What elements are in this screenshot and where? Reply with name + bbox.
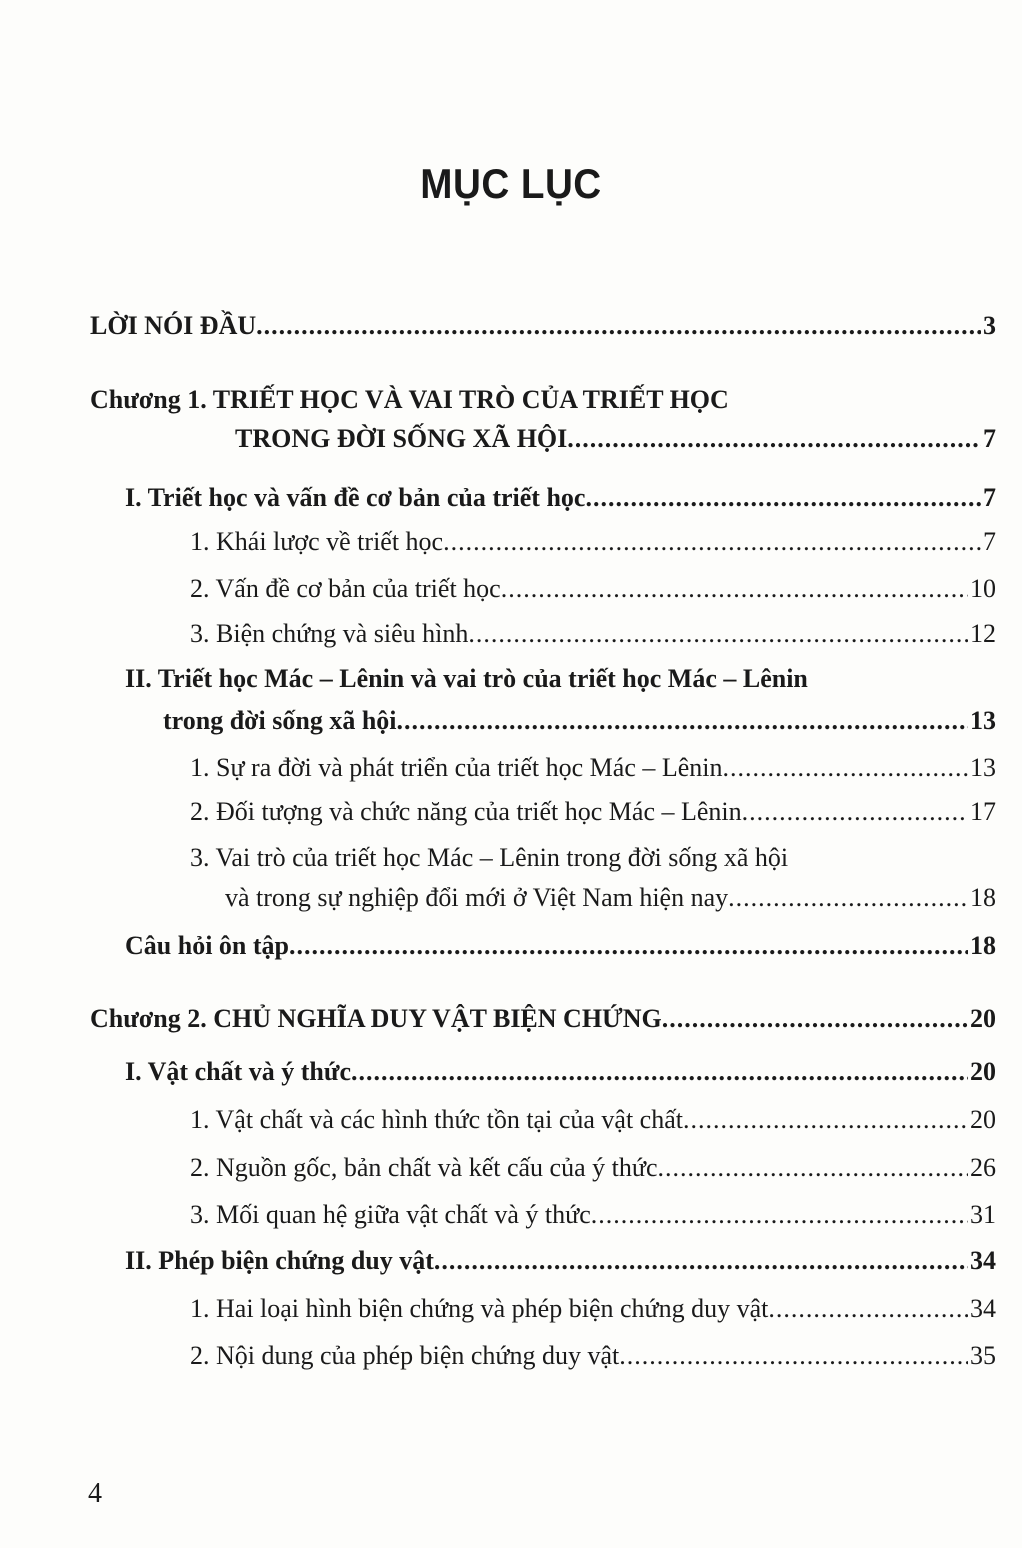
toc-entry-label: 1. Vật chất và các hình thức tồn tại của vật chất [190,1105,683,1134]
leader-dots [619,1340,968,1372]
toc-entry [190,1104,996,1136]
toc-entry-page: 18 [970,931,996,960]
toc-entry-page: 7 [983,483,996,512]
leader-dots [434,1245,968,1277]
toc-entry-label: 3. Mối quan hệ giữa vật chất và ý thức [190,1200,591,1229]
toc-entry-label: 3. Biện chứng và siêu hình [190,619,469,648]
leader-dots [657,1152,968,1184]
toc-entry [235,423,996,455]
leader-dots [728,882,968,914]
toc-entry [190,1199,996,1231]
toc-entry-page: 26 [970,1153,996,1182]
toc-entry-label: 2. Nguồn gốc, bản chất và kết cấu của ý thức [190,1153,658,1182]
section-heading: II. Triết học Mác – Lênin và vai trò của triết học Mác – Lênin [125,664,808,693]
toc-entry-label: Câu hỏi ôn tập [125,931,289,960]
toc-entry [125,1056,996,1088]
toc-entry-label: TRONG ĐỜI SỐNG XÃ HỘI [235,424,568,453]
toc-entry-page: 20 [970,1057,996,1086]
leader-dots [501,573,968,605]
leader-dots [585,482,981,514]
toc-entry [190,752,996,784]
toc-entry [190,573,996,605]
leader-dots [742,796,968,828]
toc-entry-label: 2. Nội dung của phép biện chứng duy vật [190,1341,620,1370]
toc-entry-label: trong đời sống xã hội [163,706,397,735]
toc-entry-page: 13 [970,753,996,782]
leader-dots [443,526,981,558]
toc-entry-page: 12 [970,619,996,648]
toc-entry [190,1293,996,1325]
toc-entry [125,482,996,514]
leader-dots [397,705,968,737]
toc-entry-label: 1. Sự ra đời và phát triển của triết học Mác – Lênin [190,753,723,782]
page-number: 4 [88,1478,102,1509]
chapter-heading: Chương 1. TRIẾT HỌC VÀ VAI TRÒ CỦA TRIẾT HỌC [90,385,729,414]
toc-entry [190,618,996,650]
toc-entry-page: 20 [970,1004,996,1033]
toc-entry-page: 31 [970,1200,996,1229]
leader-dots [351,1056,968,1088]
page-title: MỤC LỤC [420,160,602,207]
toc-entry [90,310,996,342]
leader-dots [468,618,968,650]
toc-entry-page: 10 [970,574,996,603]
leader-dots [567,423,981,455]
toc-entry-label: và trong sự nghiệp đổi mới ở Việt Nam hiện nay [225,883,729,912]
toc-entry-page: 20 [970,1105,996,1134]
leader-dots [591,1199,968,1231]
toc-entry-label: II. Phép biện chứng duy vật [125,1246,434,1275]
toc-entry-page: 18 [970,883,996,912]
toc-entry-label: I. Triết học và vấn đề cơ bản của triết học [125,483,586,512]
toc-entry-label: 3. Vai trò của triết học Mác – Lênin trong đời sống xã hội [190,843,789,872]
toc-entry [163,705,996,737]
toc-entry-page: 7 [983,424,996,453]
toc-entry [190,1152,996,1184]
leader-dots [662,1003,968,1035]
toc-entry-label: 1. Hai loại hình biện chứng và phép biện chứng duy vật [190,1294,769,1323]
toc-entry [125,1245,996,1277]
toc-entry [225,882,996,914]
toc-entry-page: 13 [970,706,996,735]
toc-entry-page: 34 [970,1246,996,1275]
toc-entry-label: I. Vật chất và ý thức [125,1057,352,1086]
toc-entry [125,930,996,962]
toc-entry-label: 1. Khái lược về triết học [190,527,444,556]
toc-entry [190,1340,996,1372]
leader-dots [256,310,981,342]
toc-entry-page: 35 [970,1341,996,1370]
toc-entry-label: Chương 2. CHỦ NGHĨA DUY VẬT BIỆN CHỨNG [90,1004,662,1033]
leader-dots [289,930,968,962]
toc-entry [90,1003,996,1035]
toc-entry-label: 2. Vấn đề cơ bản của triết học [190,574,501,603]
toc-entry-page: 7 [983,527,996,556]
leader-dots [768,1293,968,1325]
toc-entry-page: 3 [983,311,996,340]
toc-entry [190,796,996,828]
toc-entry-label: LỜI NÓI ĐẦU [90,311,257,340]
toc-entry [190,526,996,558]
toc-entry-page: 34 [970,1294,996,1323]
leader-dots [723,752,968,784]
leader-dots [683,1104,968,1136]
toc-entry-label: 2. Đối tượng và chức năng của triết học Mác – Lênin [190,797,742,826]
toc-entry-page: 17 [970,797,996,826]
